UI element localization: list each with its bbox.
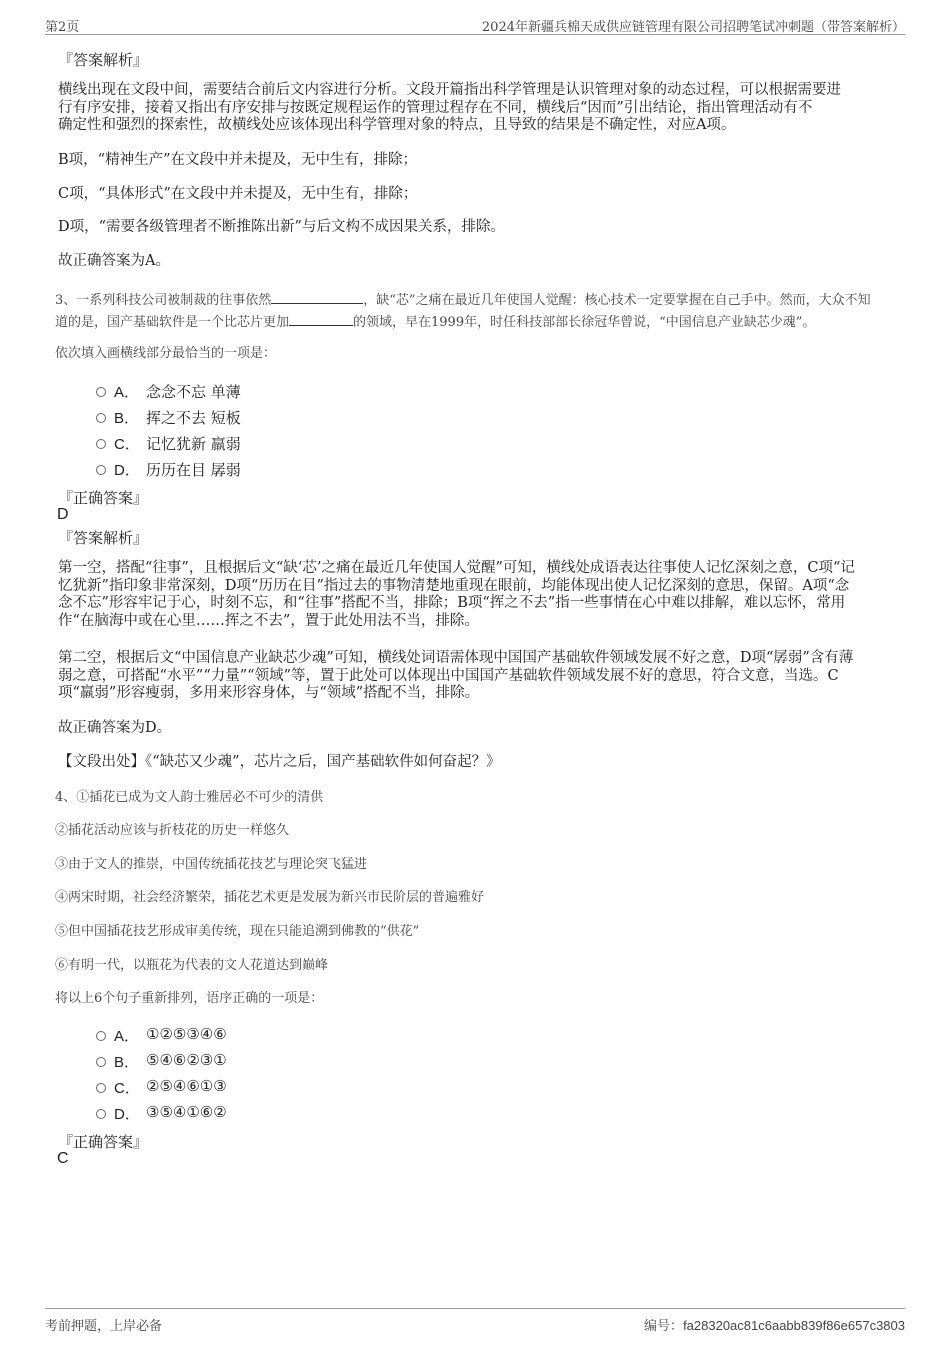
q3-correct-answer: D <box>57 506 69 523</box>
option-letter: C． <box>114 436 140 453</box>
q3-stem-part-4: 的领域，早在1999年，时任科技部部长徐冠华曾说，“中国信息产业缺芯少魂”。 <box>353 315 816 330</box>
option-letter: B． <box>114 410 140 427</box>
q3-analysis-first-blank <box>58 560 855 630</box>
q3-prompt: 依次填入画横线部分最恰当的一项是： <box>55 346 277 361</box>
q3-source: 【文段出处】《“缺芯又少魂”，芯片之后，国产基础软件如何奋起？》 <box>58 754 501 770</box>
q3-analysis-line: 念不忘”形容牢记于心，时刻不忘，和“往事”搭配不当，排除；B项“挥之不去”指一些事情在心中难以排解，难以忘怀，常用 <box>58 595 846 611</box>
radio-icon[interactable] <box>96 387 106 397</box>
radio-icon[interactable] <box>96 1031 106 1041</box>
radio-icon[interactable] <box>96 1083 106 1093</box>
page-number: 第2页 <box>45 20 80 35</box>
footer-code-value: fa28320ac81c6aabb839f86e657c3803 <box>683 1318 905 1333</box>
option-letter: A． <box>114 384 140 401</box>
q3-analysis-line: 作“在脑海中或在心里……挥之不去”，置于此处用法不当，排除。 <box>58 612 479 629</box>
q2-analysis-label: 『答案解析』 <box>58 51 149 69</box>
q4-correct-answer: C <box>57 1150 69 1167</box>
q3-conclusion: 故正确答案为D。 <box>58 720 172 736</box>
q2-conclusion: 故正确答案为A。 <box>58 253 170 269</box>
option-text: ①②⑤③④⑥ <box>146 1025 227 1043</box>
radio-icon[interactable] <box>96 1109 106 1119</box>
q4-sentence-3: ③由于文人的推崇，中国传统插花技艺与理论突飞猛进 <box>55 857 368 872</box>
option-letter: D． <box>114 1106 140 1123</box>
q2-analysis-line: 横线出现在文段中间，需要结合前后文内容进行分析。文段开篇指出科学管理是认识管理对象的动态过程，可以根据需要进 <box>58 82 841 98</box>
q3-analysis-line: 弱之意，可搭配“水平”“力量”“领域”等，置于此处可以体现出中国国产基础软件领域发展不好的意思，符合文意，当选。C <box>58 667 839 684</box>
q3-analysis-line: 第一空，搭配“往事”，且根据后文“缺‘芯’之痛在最近几年使国人觉醒”可知，横线处成语表达往事使人记忆深刻之意，C项“记 <box>58 560 855 576</box>
q3-stem-line-2 <box>55 312 905 334</box>
q3-analysis-line: 项“羸弱”形容瘦弱，多用来形容身体，与“领域”搭配不当，排除。 <box>58 685 480 701</box>
q4-sentence-2: ②插花活动应该与折枝花的历史一样悠久 <box>55 823 290 838</box>
radio-icon[interactable] <box>96 465 106 475</box>
q3-stem-line-1 <box>55 290 905 312</box>
q3-stem-part-3: 道的是，国产基础软件是一个比芯片更加 <box>55 315 290 330</box>
footer-slogan: 考前押题，上岸必备 <box>45 1319 163 1334</box>
q2-analysis-line: 确定性和强烈的探索性，故横线处应该体现出科学管理对象的特点，且导致的结果是不确定性，对应A项。 <box>58 117 736 133</box>
q2-analysis <box>58 82 841 135</box>
option-text: 挥之不去 短板 <box>146 409 241 427</box>
page-footer <box>45 1308 905 1333</box>
q3-stem <box>55 290 905 334</box>
option-text: 记忆犹新 羸弱 <box>146 435 241 453</box>
q4-sentence-6: ⑥有明一代，以瓶花为代表的文人花道达到巅峰 <box>55 958 329 973</box>
q3-analysis-second-blank <box>58 650 853 703</box>
q2-option-d-note: D项，“需要各级管理者不断推陈出新”与后文构不成因果关系，排除。 <box>58 219 505 235</box>
option-text: ⑤④⑥②③① <box>146 1051 227 1069</box>
q4-sentence-5: ⑤但中国插花技艺形成审美传统，现在只能追溯到佛教的“供花” <box>55 924 420 939</box>
q3-blank-1 <box>271 291 363 304</box>
q2-analysis-line: 行有序安排，接着又指出有序安排与按既定规程运作的管理过程存在不同，横线后“因而”引出结论，指出管理活动有不 <box>58 99 813 116</box>
option-text: 念念不忘 单薄 <box>146 383 241 401</box>
option-letter: C． <box>114 1080 140 1097</box>
document-title: 2024年新疆兵棉天成供应链管理有限公司招聘笔试冲刺题（带答案解析） <box>481 20 905 35</box>
radio-icon[interactable] <box>96 439 106 449</box>
q3-blank-2 <box>289 313 353 326</box>
q4-sentence-1: 4、①插花已成为文人韵士雅居必不可少的清供 <box>55 790 324 805</box>
radio-icon[interactable] <box>96 413 106 423</box>
option-letter: A． <box>114 1028 140 1045</box>
footer-code-label: 编号： <box>644 1319 684 1334</box>
q2-option-b-note: B项，“精神生产”在文段中并未提及，无中生有，排除； <box>58 152 417 168</box>
q3-analysis-line: 忆犹新”指印象非常深刻，D项“历历在目”指过去的事物清楚地重现在眼前，均能体现出使人记忆深刻的意思，保留。A项“念 <box>58 577 850 594</box>
q3-stem-part-2: ，缺“芯”之痛在最近几年使国人觉醒：核心技术一定要掌握在自己手中。然而，大众不知 <box>363 293 871 308</box>
option-letter: D． <box>114 462 140 479</box>
option-text: 历历在目 孱弱 <box>146 461 241 479</box>
q3-correct-label: 『正确答案』 <box>58 489 149 507</box>
q3-analysis-line: 第二空，根据后文“中国信息产业缺芯少魂”可知，横线处词语需体现中国国产基础软件领域发展不好之意，D项“孱弱”含有薄 <box>58 650 854 666</box>
footer-code <box>644 1315 905 1334</box>
radio-icon[interactable] <box>96 1057 106 1067</box>
q4-prompt: 将以上6个句子重新排列，语序正确的一项是： <box>55 991 324 1006</box>
page-header <box>45 14 905 35</box>
q2-option-c-note: C项，“具体形式”在文段中并未提及，无中生有，排除； <box>58 186 418 202</box>
q3-analysis-label: 『答案解析』 <box>58 529 149 547</box>
option-text: ②⑤④⑥①③ <box>146 1077 227 1095</box>
option-text: ③⑤④①⑥② <box>146 1103 227 1121</box>
q4-correct-label: 『正确答案』 <box>58 1133 149 1151</box>
q3-stem-part-1: 3、一系列科技公司被制裁的往事依然 <box>55 293 272 308</box>
q4-sentence-4: ④两宋时期，社会经济繁荣，插花艺术更是发展为新兴市民阶层的普遍雅好 <box>55 890 485 905</box>
option-letter: B． <box>114 1054 140 1071</box>
